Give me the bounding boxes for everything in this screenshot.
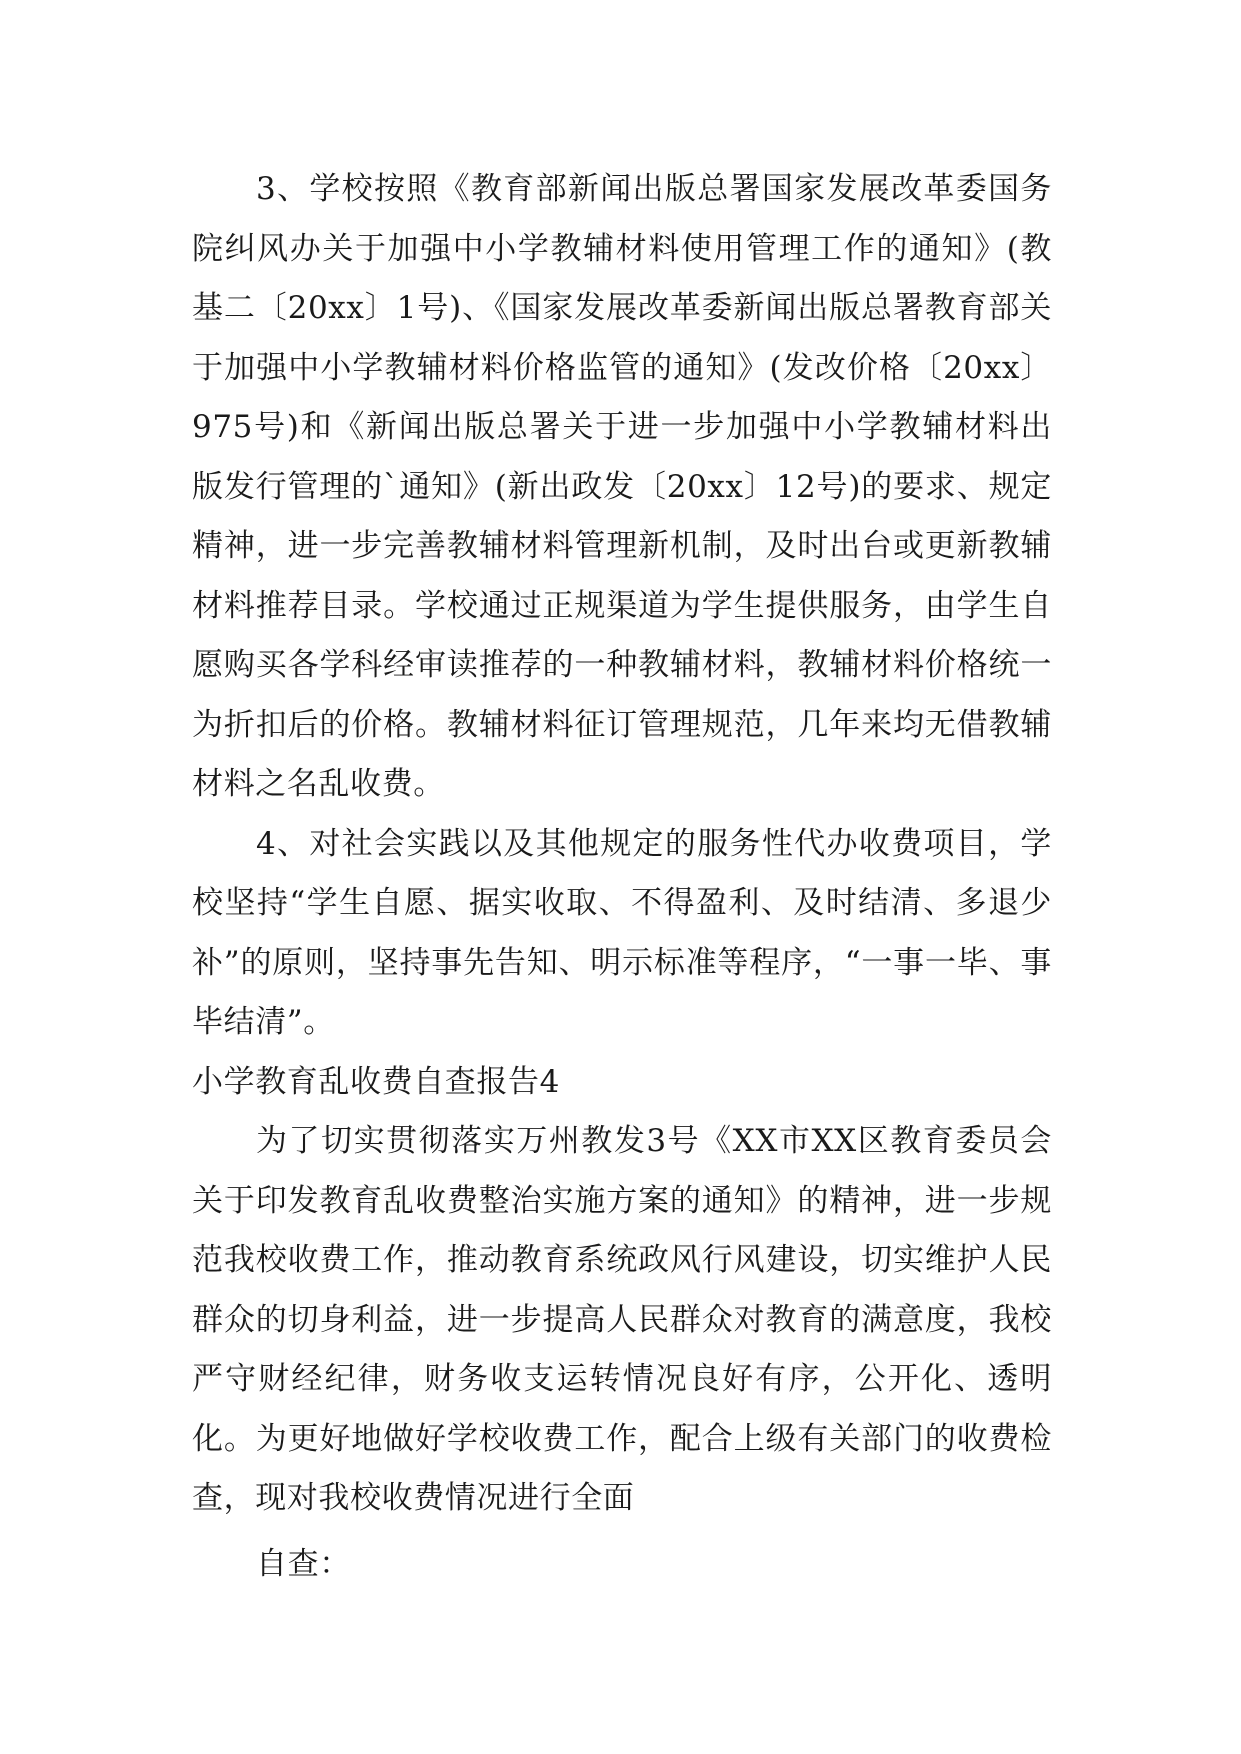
paragraph-item-3: 3、学校按照《教育部新闻出版总署国家发展改革委国务院纠风办关于加强中小学教辅材料使用管理工作的通知》(教基二〔20xx〕1号)、《国家发展改革委新闻出版总署教育部关于加强中小学教辅材料价格监管的通知》(发改价格〔20xx〕975号)和《新闻出版总署关于进一步加强中小学教辅材料出版发行管理的`通知》(新出政发〔20xx〕12号)的要求、规定精神，进一步完善教辅材料管理新机制，及时出台或更新教辅材料推荐目录。学校通过正规渠道为学生提供服务，由学生自愿购买各学科经审读推荐的一种教辅材料，教辅材料价格统一为折扣后的价格。教辅材料征订管理规范，几年来均无借教辅材料之名乱收费。 bbox=[192, 171, 1052, 802]
self-check-label: 自查： bbox=[256, 1545, 351, 1582]
report-intro-paragraph: 为了切实贯彻落实万州教发3号《XX市XX区教育委员会关于印发教育乱收费整治实施方案的通知》的精神，进一步规范我校收费工作，推动教育系统政风行风建设，切实维护人民群众的切身利益，进一步提高人民群众对教育的满意度，我校严守财经纪律，财务收支运转情况良好有序，公开化、透明化。为更好地做好学校收费工作，配合上级有关部门的收费检查，现对我校收费情况进行全面 bbox=[192, 1123, 1052, 1516]
paragraph-item-4: 4、对社会实践以及其他规定的服务性代办收费项目，学校坚持“学生自愿、据实收取、不得盈利、及时结清、多退少补”的原则，坚持事先告知、明示标准等程序，“一事一毕、事毕结清”。 bbox=[192, 825, 1052, 1040]
report-heading: 小学教育乱收费自查报告4 bbox=[192, 1063, 560, 1100]
document-body bbox=[192, 160, 1052, 1594]
